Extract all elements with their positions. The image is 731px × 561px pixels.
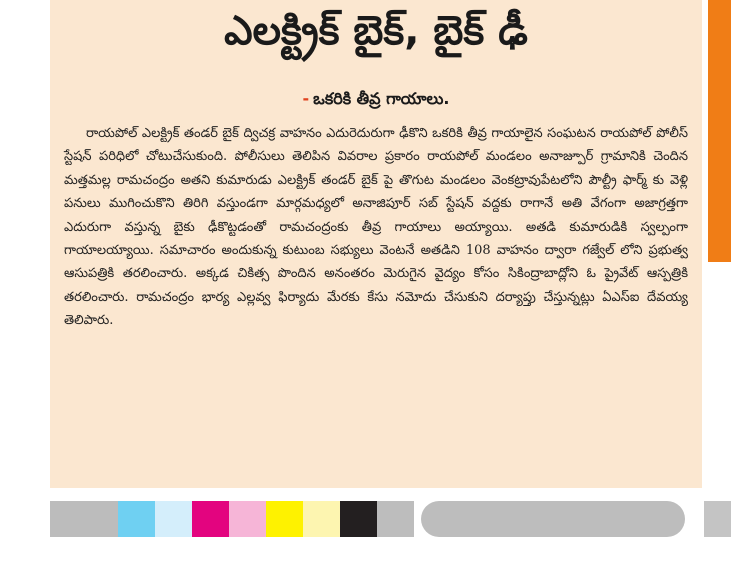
color-swatch [266, 501, 303, 537]
article-panel [50, 0, 702, 488]
article-body: రాయపోల్ ఎలక్ట్రిక్ తండర్ బైక్ ద్విచక్ర వాహనం ఎదురెదురుగా ఢీకొని ఒకరికి తీవ్ర గాయాలైన సంఘటన రాయపోల్ పోలీస్ స్టేషన్ పరిధిలో చోటుచేసుకుంది. పోలీసులు తెలిపిన వివరాల ప్రకారం రాయపోల్ మండలం అనాజ్పూర్ గ్రామానికి చెందిన మత్తమల్ల రామచంద్రం అతని కుమారుడు ఎలక్ట్రిక్ తండర్ బైక్ పై తొగుట మండలం వెంకట్రావుపేటలోని పౌల్ట్రీ ఫార్మ్ కు వెళ్లి పనులు ముగించుకొని తిరిగి వస్తుండగా మార్గమధ్యలో అనాజిపూర్ సబ్ స్టేషన్ వద్దకు రాగానే అతి వేగంగా అజాగ్రత్తగా ఎదురుగా వస్తున్న బైకు ఢీకొట్టడంతో రామచంద్రంకు తీవ్ర గాయాలు అయ్యాయి. అతడి కుమారుడికి స్వల్పంగా గాయాలయ్యాయి. సమాచారం అందుకున్న కుటుంబ సభ్యులు వెంటనే అతడిని 108 వాహనం ద్వారా గజ్వేల్ లోని ప్రభుత్వ ఆసుపత్రికి తరలించారు. అక్కడ చికిత్స పొందిన అనంతరం మెరుగైన వైద్యం కోసం సికింద్రాబాద్లోని ఓ ప్రైవేట్ ఆస్పత్రికి తరలించారు. రామచంద్రం భార్య ఎల్లవ్వ ఫిర్యాదు మేరకు కేసు నమోదు చేసుకుని దర్యాప్తు చేస్తున్నట్లు ఏఎస్ఐ దేవయ్య తెలిపారు. [64, 126, 688, 329]
color-swatch [340, 501, 377, 537]
color-swatch [192, 501, 229, 537]
gray-pill-bar [421, 501, 685, 537]
headline: ఎలక్ట్రిక్ బైక్, బైక్ ఢీ [224, 8, 528, 54]
subhead-text: ఒకరికి తీవ్ర గాయాలు. [313, 89, 450, 108]
subhead-dash: - [302, 89, 310, 108]
color-swatch [377, 501, 414, 537]
color-swatch [155, 501, 192, 537]
subheadline [50, 88, 702, 110]
color-swatch [229, 501, 266, 537]
color-swatch [50, 501, 118, 537]
color-swatch [303, 501, 340, 537]
gray-edge-block [704, 501, 731, 537]
accent-bar [708, 0, 731, 262]
color-swatch [118, 501, 155, 537]
